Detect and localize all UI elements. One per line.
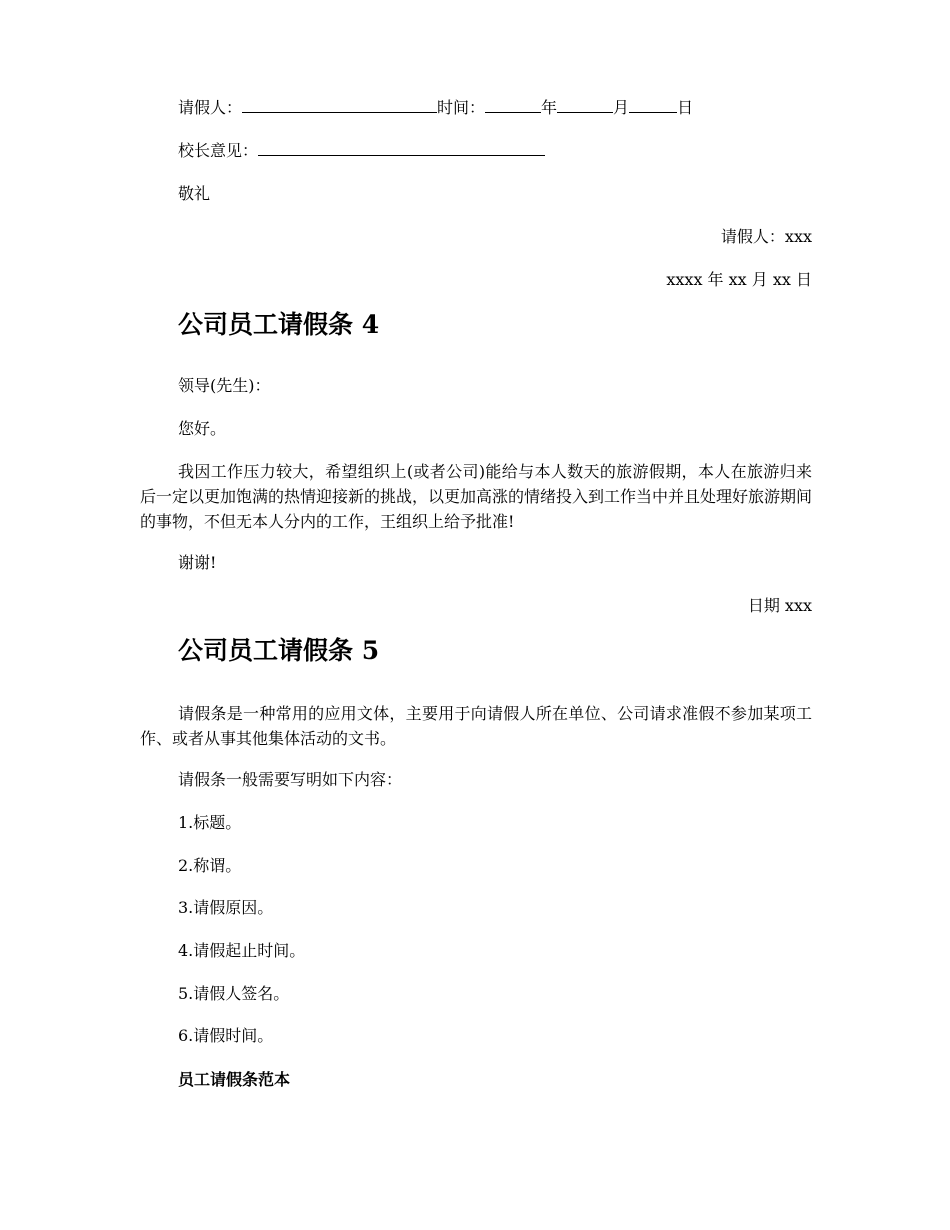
principal-opinion-line xyxy=(140,141,812,161)
section-5-intro: 请假条是一种常用的应用文体，主要用于向请假人所在单位、公司请求准假不参加某项工作、或者从事其他集体活动的文书。 xyxy=(140,704,812,748)
month-label: 月 xyxy=(613,98,630,117)
year-label: 年 xyxy=(541,98,558,117)
principal-label: 校长意见： xyxy=(178,141,259,160)
signature-date: xxxx 年 xx 月 xx 日 xyxy=(666,270,812,289)
section-5-lead: 请假条一般需要写明如下内容： xyxy=(178,770,403,789)
salute: 敬礼 xyxy=(178,184,211,203)
list-item: 6.请假时间。 xyxy=(178,1026,274,1045)
section-4-title: 公司员工请假条 4 xyxy=(178,310,380,339)
principal-blank xyxy=(258,141,545,156)
section-5-title: 公司员工请假条 5 xyxy=(178,636,380,665)
applicant-blank xyxy=(242,98,437,113)
signature: 请假人：xxx xyxy=(720,227,812,246)
list-item: 1.标题。 xyxy=(178,813,242,832)
greeting: 领导(先生)： xyxy=(178,376,271,395)
sample-title: 员工请假条范本 xyxy=(178,1070,291,1089)
day-label: 日 xyxy=(677,98,694,117)
list-item: 3.请假原因。 xyxy=(178,898,274,917)
hello: 您好。 xyxy=(178,419,227,438)
time-label: 时间： xyxy=(437,98,486,117)
list-item: 4.请假起止时间。 xyxy=(178,941,306,960)
section-4-body: 我因工作压力较大，希望组织上(或者公司)能给与本人数天的旅游假期，本人在旅游归来后一定以更加饱满的热情迎接新的挑战，以更加高涨的情绪投入到工作当中并且处理好旅游期间的事物，不但无本人分内的工作，王组织上给予批准! xyxy=(140,462,813,531)
day-blank xyxy=(629,98,677,113)
list-item: 2.称谓。 xyxy=(178,856,242,875)
year-blank xyxy=(485,98,541,113)
document-page xyxy=(140,0,812,1230)
applicant-label: 请假人： xyxy=(178,98,243,117)
month-blank xyxy=(557,98,613,113)
applicant-time-line xyxy=(140,98,812,118)
thanks: 谢谢! xyxy=(178,553,217,572)
list-item: 5.请假人签名。 xyxy=(178,984,290,1003)
section-4-date: 日期 xxx xyxy=(747,596,812,615)
